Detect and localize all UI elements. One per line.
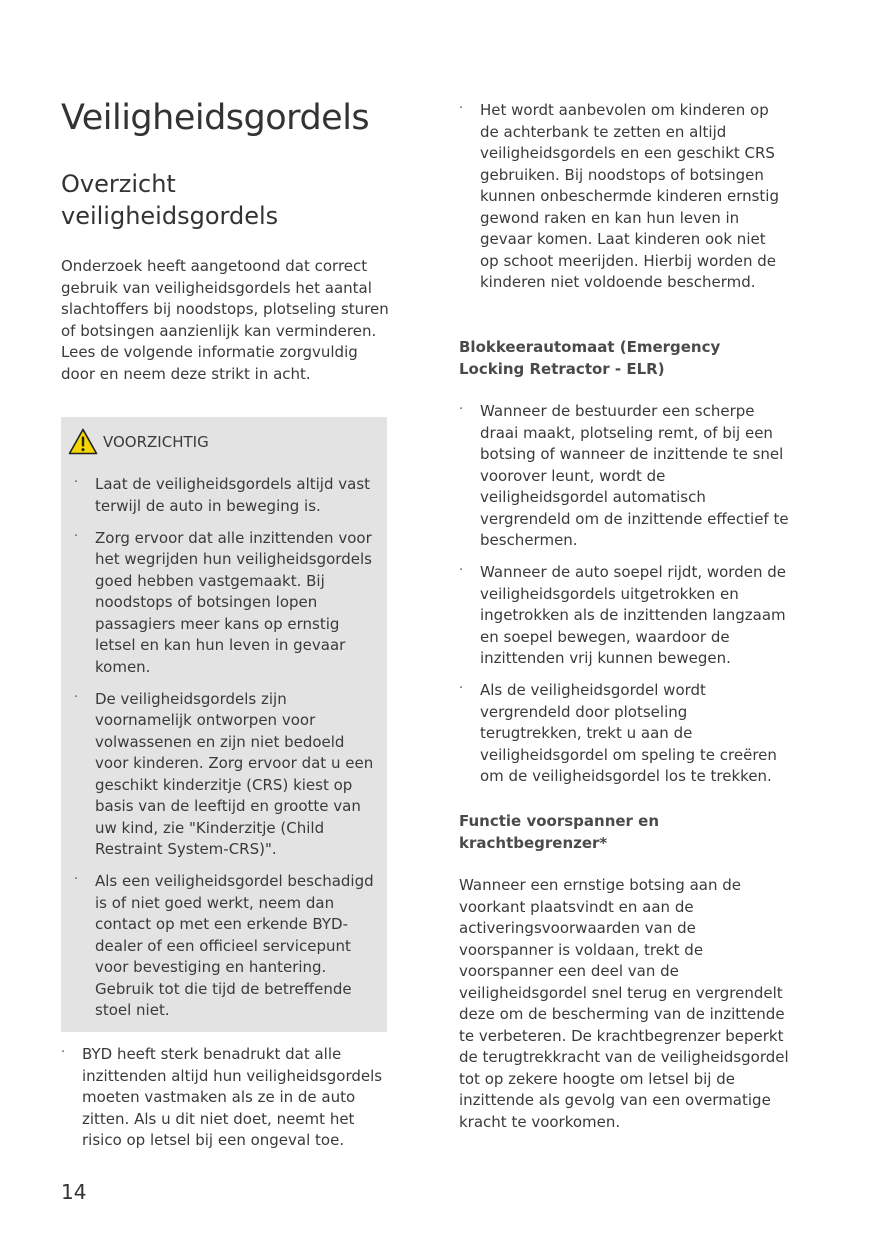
children-note	[459, 100, 789, 294]
bullet-dot: ·	[74, 475, 79, 490]
elr-heading: Blokkeerautomaat (Emergency Locking Retractor - ELR)	[459, 338, 721, 378]
bullet-dot: ·	[459, 101, 464, 116]
list-item	[74, 871, 376, 1022]
bullet-dot: ·	[74, 528, 79, 544]
list-item-text: De veiligheidsgordels zijn voornamelijk ontworpen voor volwassenen en zijn niet bedoeld voor kinderen. Zorg ervoor dat u een geschikt kinderzitje (CRS) kiest op basis van de leeftijd en grootte van uw kind, zie "Kinderzitje (Child Restraint System-CRS)".	[95, 689, 374, 858]
elr-list	[459, 401, 789, 798]
caution-list	[74, 474, 376, 1032]
list-item-text: Zorg ervoor dat alle inzittenden voor het wegrijden hun veiligheidsgordels goed hebben vastgemaakt. Bij noodstops of botsingen lopen passagiers meer kans op ernstig letsel en kan hun leven in gevaar komen.	[95, 528, 372, 676]
list-item-text: Als een veiligheidsgordel beschadigd is of niet goed werkt, neem dan contact op met een erkende BYD-dealer of een officieel servicepunt voor bevestiging en hantering. Gebruik tot die tijd de betreffende stoel niet.	[95, 872, 374, 1019]
bullet-dot: ·	[459, 681, 464, 696]
list-item-text: BYD heeft sterk benadrukt dat alle inzittenden altijd hun veiligheidsgordels moeten vastmaken als ze in de auto zitten. Als u dit niet doet, neemt het risico op letsel bij een ongeval toe.	[82, 1045, 383, 1149]
all-occupants-note	[61, 1044, 389, 1152]
bullet-dot: ·	[459, 402, 464, 417]
warning-triangle-icon	[68, 428, 98, 455]
list-item	[459, 680, 789, 788]
list-item-text: Laat de veiligheidsgordels altijd vast terwijl de auto in beweging is.	[95, 475, 371, 515]
bullet-dot: ·	[459, 563, 464, 578]
list-item	[74, 474, 376, 517]
list-item-text: Wanneer de auto soepel rijdt, worden de veiligheidsgordels uitgetrokken en ingetrokken als de inzittenden langzaam en soepel bewegen, waardoor de inzittenden vrij kunnen bewegen.	[480, 563, 786, 667]
list-item	[459, 562, 789, 670]
page-title: Veiligheidsgordels	[61, 98, 370, 138]
section-title: Overzicht veiligheidsgordels	[61, 170, 279, 230]
caution-label: VOORZICHTIG	[103, 432, 209, 451]
caution-heading	[68, 428, 209, 455]
bullet-dot: ·	[74, 689, 79, 705]
list-item	[61, 1044, 389, 1152]
list-item	[459, 100, 789, 294]
list-item-text: Wanneer de bestuurder een scherpe draai maakt, plotseling remt, of bij een botsing of wanneer de inzittende te snel voorover leunt, wordt de veiligheidsgordel automatisch vergrendeld om de inzittende effectief te beschermen.	[480, 402, 789, 549]
pretensioner-paragraph: Wanneer een ernstige botsing aan de voorkant plaatsvindt en aan de activeringsvoorwaarden van de voorspanner is voldaan, trekt de voorspanner een deel van de veiligheidsgordel snel terug en vergrendelt deze om de bescherming van de inzittende te verbeteren. De krachtbegrenzer beperkt de terugtrekkracht van de veiligheidsgordel tot op zekere hoogte om letsel bij de inzittende als gevolg van een overmatige kracht te voorkomen.	[459, 876, 789, 1131]
list-item	[74, 528, 376, 679]
bullet-dot: ·	[61, 1045, 66, 1060]
caution-box	[61, 417, 387, 1032]
list-item-text: Als de veiligheidsgordel wordt vergrendeld door plotseling terugtrekken, trekt u aan de veiligheidsgordel om speling te creëren om de veiligheidsgordel los te trekken.	[480, 681, 777, 785]
list-item	[74, 689, 376, 861]
page-number: 14	[61, 1180, 87, 1204]
intro-paragraph: Onderzoek heeft aangetoond dat correct gebruik van veiligheidsgordels het aantal slachtoffers bij noodstops, plotseling sturen of botsingen aanzienlijk kan verminderen. Lees de volgende informatie zorgvuldig door en neem deze strikt in acht.	[61, 257, 389, 383]
bullet-dot: ·	[74, 872, 79, 887]
pretensioner-heading: Functie voorspanner en krachtbegrenzer*	[459, 812, 660, 852]
list-item	[459, 401, 789, 552]
list-item-text: Het wordt aanbevolen om kinderen op de achterbank te zetten en altijd veiligheidsgordels en een geschikt CRS gebruiken. Bij noodstops of botsingen kunnen onbeschermde kinderen ernstig gewond raken en kan hun leven in gevaar komen. Laat kinderen ook niet op schoot meerijden. Hierbij worden de kinderen niet voldoende beschermd.	[480, 101, 779, 291]
